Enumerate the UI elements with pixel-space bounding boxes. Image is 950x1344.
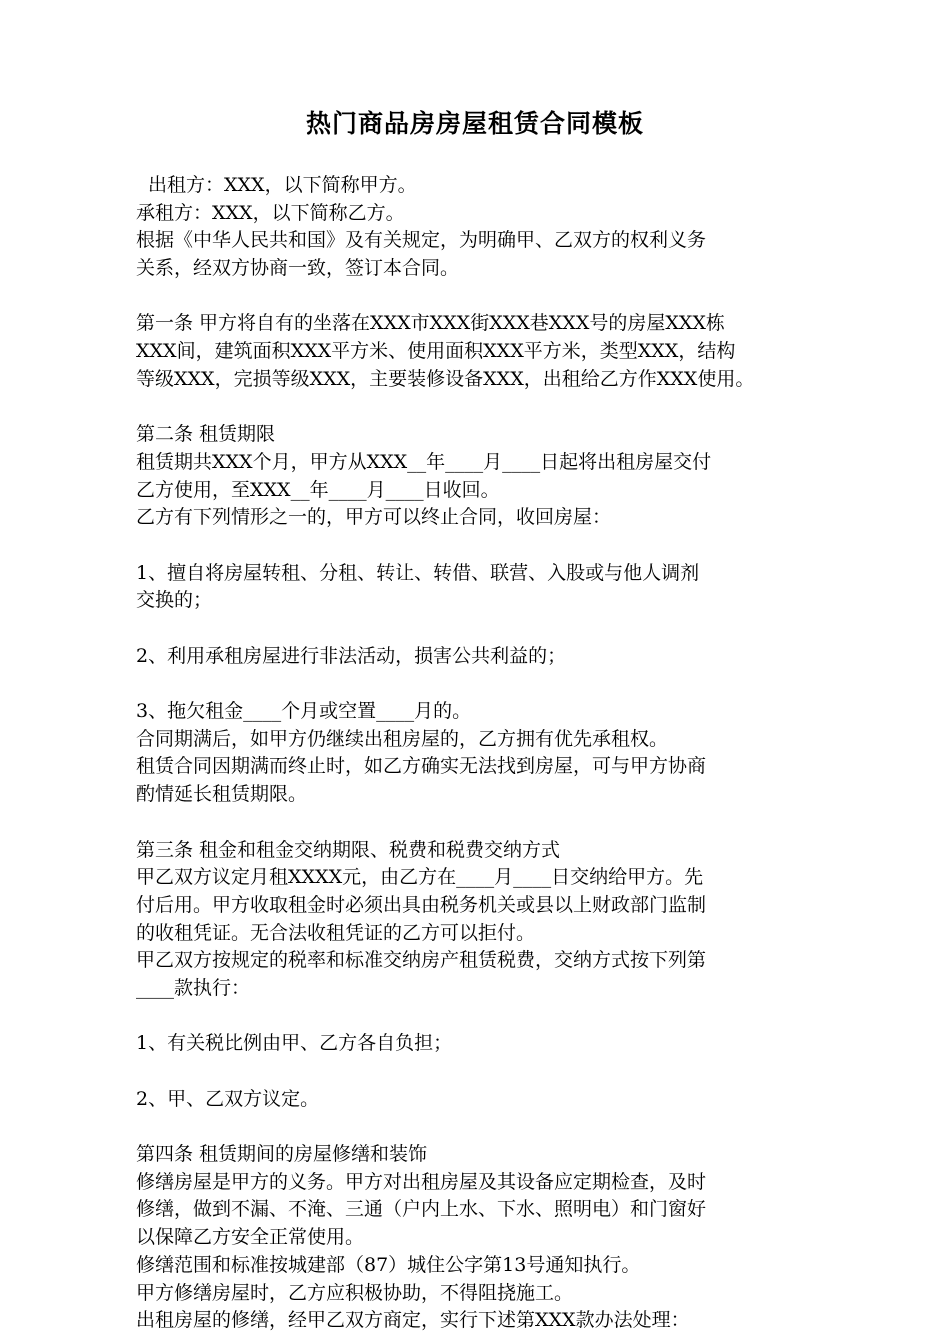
- text-line: 第二条 租赁期限: [136, 423, 276, 446]
- text-line: 乙方使用，至XXX__年____月____日收回。: [136, 478, 500, 501]
- text-line: 承租方：XXX，以下简称乙方。: [136, 201, 405, 224]
- text-line: 根据《中华人民共和国》及有关规定，为明确甲、乙双方的权利义务: [136, 229, 707, 252]
- text-line: 租赁期共XXX个月，甲方从XXX__年____月____日起将出租房屋交付: [136, 450, 712, 473]
- blank-line: [136, 283, 826, 311]
- text-line: 付后用。甲方收取租金时必须出具由税务机关或县以上财政部门监制: [136, 893, 707, 916]
- text-line: 等级XXX，完损等级XXX，主要装修设备XXX，出租给乙方作XXX使用。: [136, 367, 755, 390]
- text-line: 交换的；: [136, 589, 213, 612]
- text-line: 修缮房屋是甲方的义务。甲方对出租房屋及其设备应定期检查，及时: [136, 1170, 707, 1193]
- text-line: XXX间，建筑面积XXX平方米、使用面积XXX平方米，类型XXX，结构: [136, 340, 736, 363]
- text-line: 酌情延长租赁期限。: [136, 783, 308, 806]
- text-line: ____款执行：: [136, 976, 251, 999]
- blank-line: [136, 809, 826, 837]
- blank-line: [136, 615, 826, 643]
- text-line: 甲方修缮房屋时，乙方应积极协助，不得阻挠施工。: [136, 1281, 574, 1304]
- text-line: 3、拖欠租金____个月或空置____月的。: [136, 700, 472, 723]
- text-line: 2、利用承租房屋进行非法活动，损害公共利益的；: [136, 644, 567, 667]
- text-line: 租赁合同因期满而终止时，如乙方确实无法找到房屋，可与甲方协商: [136, 755, 707, 778]
- blank-line: [136, 1003, 826, 1031]
- text-line: 甲乙双方议定月租XXXX元，由乙方在____月____日交纳给甲方。先: [136, 866, 704, 889]
- text-line: 乙方有下列情形之一的，甲方可以终止合同，收回房屋：: [136, 506, 612, 529]
- document-body: [136, 172, 826, 1335]
- document-title: 热门商品房房屋租赁合同模板: [305, 109, 644, 138]
- blank-line: [136, 394, 826, 422]
- blank-line: [136, 1113, 826, 1141]
- blank-line: [136, 532, 826, 560]
- text-line: 关系，经双方协商一致，签订本合同。: [136, 257, 460, 280]
- text-line: 甲乙双方按规定的税率和标准交纳房产租赁税费，交纳方式按下列第: [136, 949, 707, 972]
- text-line: 1、有关税比例由甲、乙方各自负担；: [136, 1032, 453, 1055]
- text-line: 合同期满后，如甲方仍继续出租房屋的，乙方拥有优先承租权。: [136, 727, 669, 750]
- text-line: 第四条 租赁期间的房屋修缮和装饰: [136, 1143, 428, 1166]
- text-line: 修缮范围和标准按城建部（87）城住公字第13号通知执行。: [136, 1253, 641, 1276]
- text-line: 的收租凭证。无合法收租凭证的乙方可以拒付。: [136, 921, 536, 944]
- blank-line: [136, 1058, 826, 1086]
- text-line: 出租房屋的修缮，经甲乙双方商定，实行下述第XXX款办法处理：: [136, 1309, 690, 1332]
- text-line: 第一条 甲方将自有的坐落在XXX市XXX街XXX巷XXX号的房屋XXX栋: [136, 312, 725, 335]
- blank-line: [136, 670, 826, 698]
- text-line: 第三条 租金和租金交纳期限、税费和税费交纳方式: [136, 838, 561, 861]
- text-line: 出租方：XXX，以下简称甲方。: [148, 174, 417, 196]
- text-line: 1、擅自将房屋转租、分租、转让、转借、联营、入股或与他人调剂: [136, 561, 700, 584]
- text-line: 2、甲、乙双方议定。: [136, 1087, 320, 1110]
- text-line: 以保障乙方安全正常使用。: [136, 1226, 365, 1249]
- text-line: 修缮，做到不漏、不淹、三通（户内上水、下水、照明电）和门窗好: [136, 1198, 707, 1221]
